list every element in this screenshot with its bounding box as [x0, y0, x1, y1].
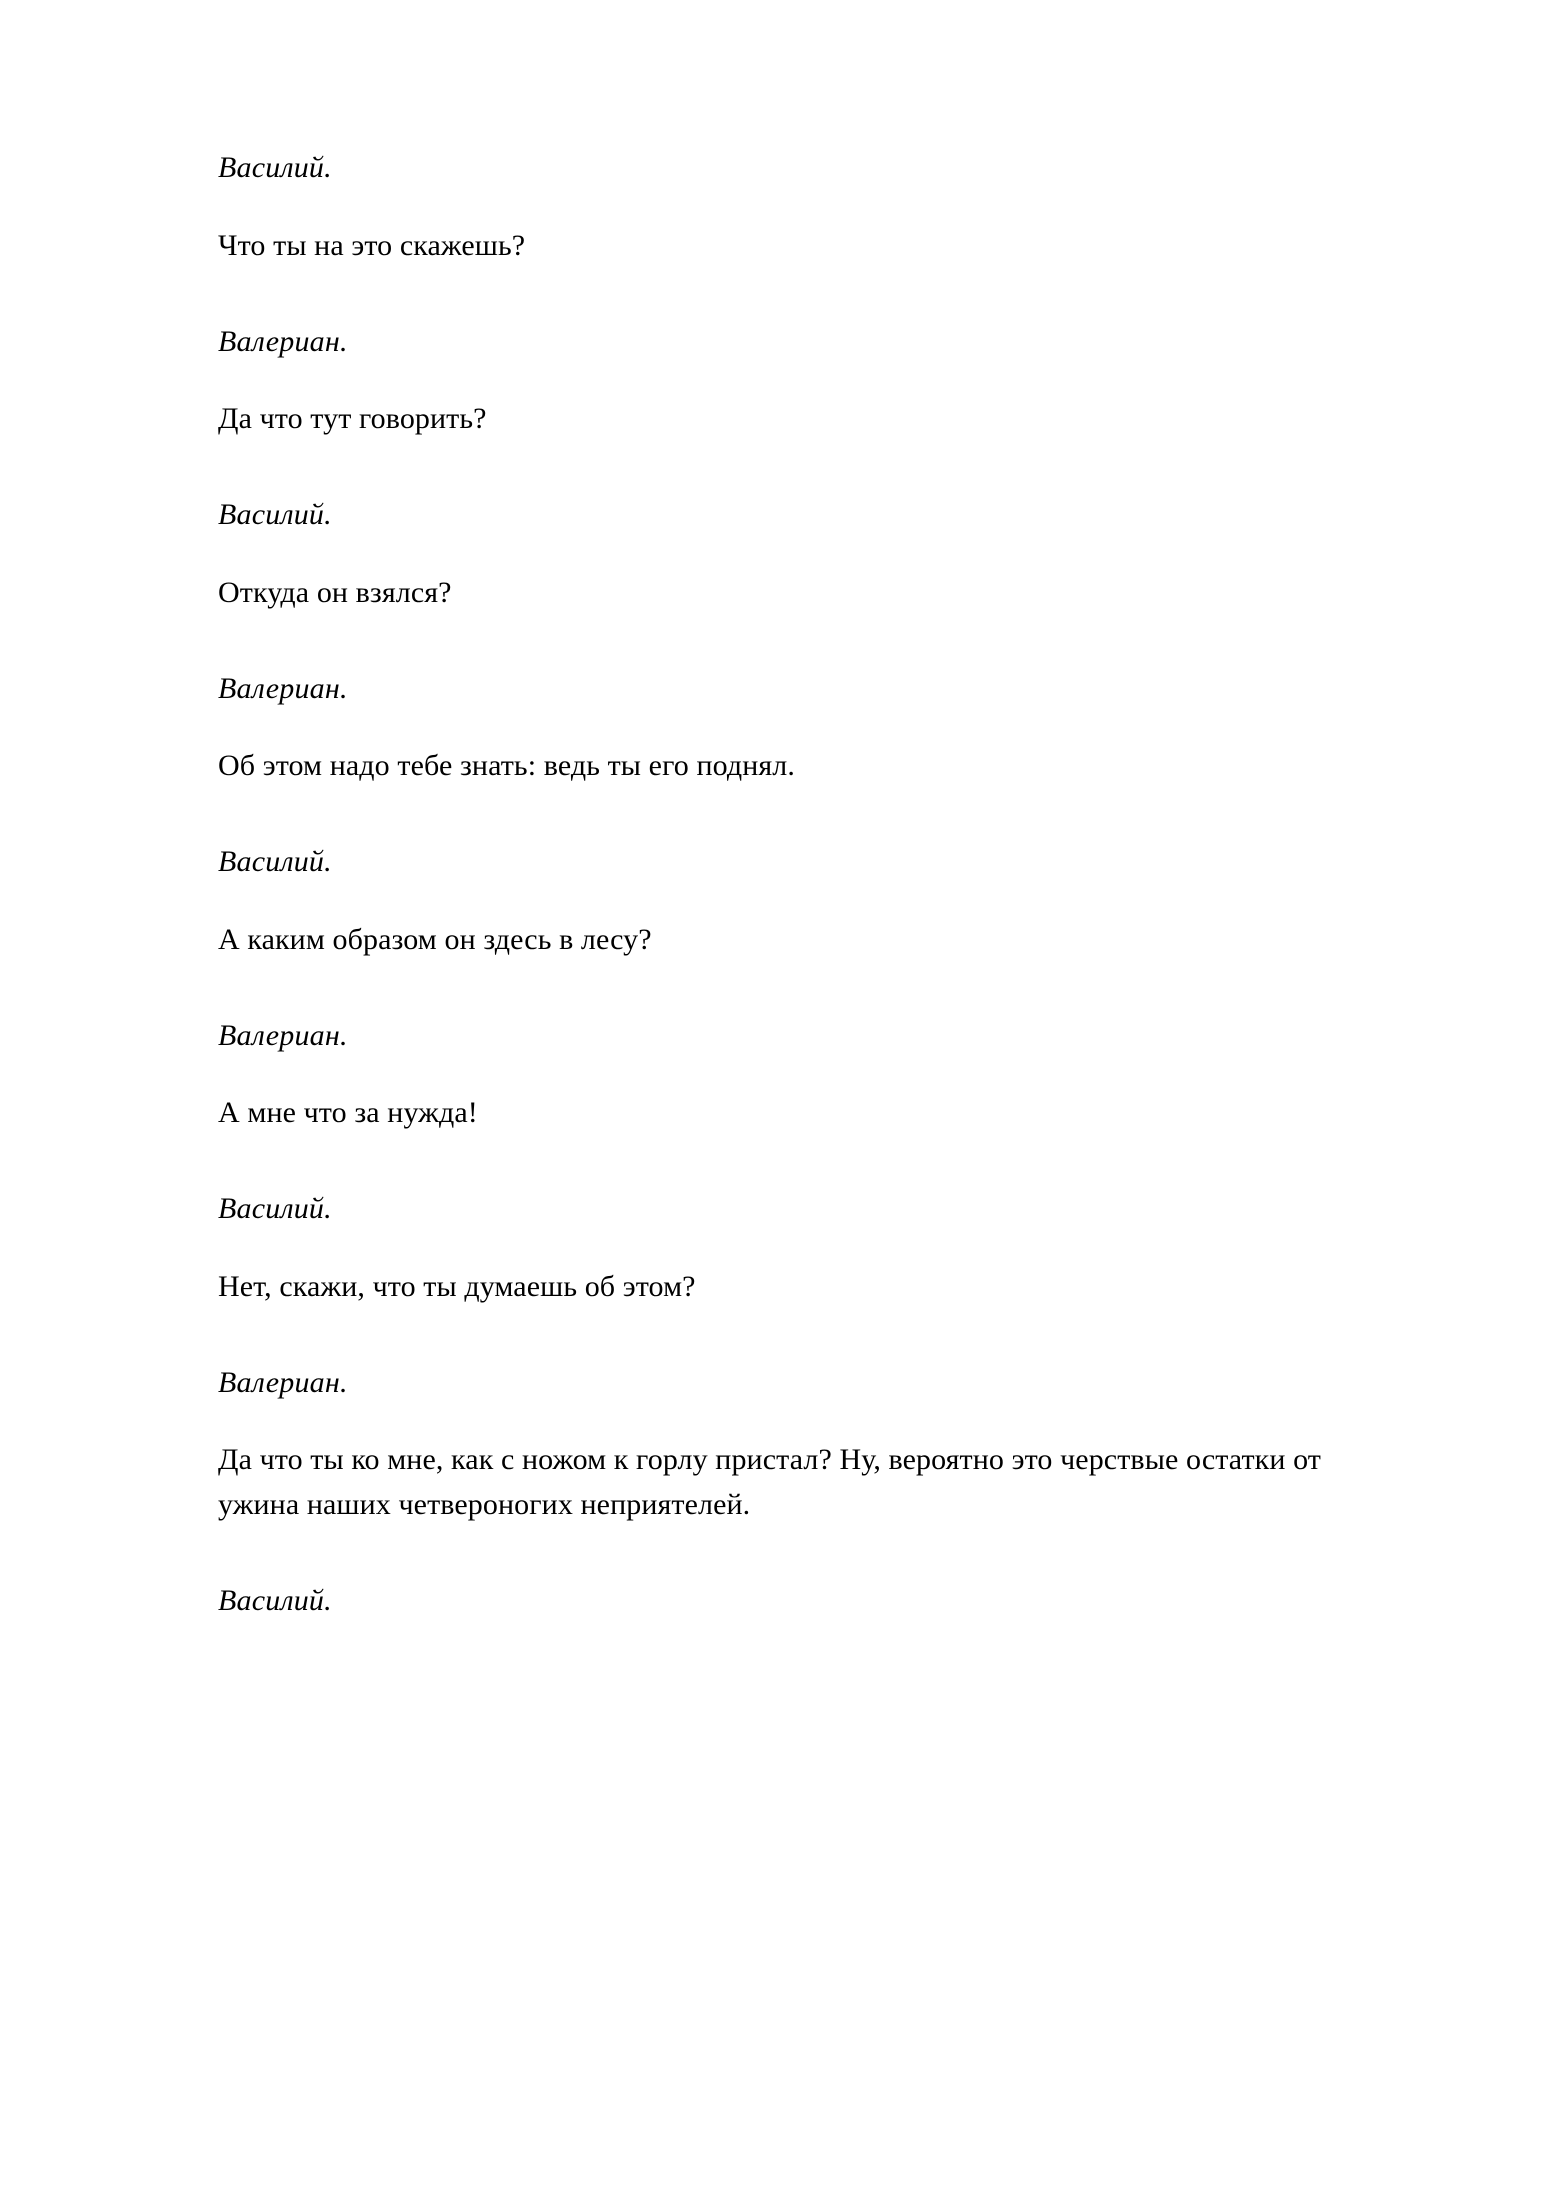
dialogue-line: Что ты на это скажешь? [218, 228, 526, 262]
dialogue-block [218, 322, 1355, 442]
speaker-name: Василий. [218, 1584, 332, 1617]
dialogue-line: Нет, скажи, что ты думаешь об этом? [218, 1269, 696, 1303]
speaker-name: Валериан. [218, 1365, 348, 1399]
dialogue-line: Об этом надо тебе знать: ведь ты его поднял. [218, 749, 795, 782]
dialogue-line: Откуда он взялся? [218, 575, 452, 609]
speaker-name: Василий. [218, 845, 332, 878]
dialogue-line: Да что тут говорить? [218, 402, 487, 435]
speaker-name: Василий. [218, 1192, 332, 1225]
speaker-name: Василий. [218, 151, 332, 184]
dialogue-block [218, 148, 1355, 268]
speaker-name: Василий. [218, 498, 332, 531]
speaker-name: Валериан. [218, 671, 348, 705]
dialogue-block [218, 1581, 1355, 1622]
dialogue-block [218, 495, 1355, 615]
dialogue-block [218, 669, 1355, 789]
dialogue-block [218, 1016, 1355, 1136]
dialogue-block [218, 1363, 1355, 1528]
dialogue-line: А каким образом он здесь в лесу? [218, 922, 652, 956]
speaker-name: Валериан. [218, 324, 348, 358]
dialogue-block [218, 842, 1355, 962]
dialogue-block [218, 1189, 1355, 1309]
dialogue-line: Да что ты ко мне, как с ножом к горлу пристал? Ну, вероятно это черствые остатки от ужина наших четвероногих неприятелей. [218, 1443, 1322, 1521]
dialogue-line: А мне что за нужда! [218, 1096, 478, 1129]
speaker-name: Валериан. [218, 1018, 348, 1052]
